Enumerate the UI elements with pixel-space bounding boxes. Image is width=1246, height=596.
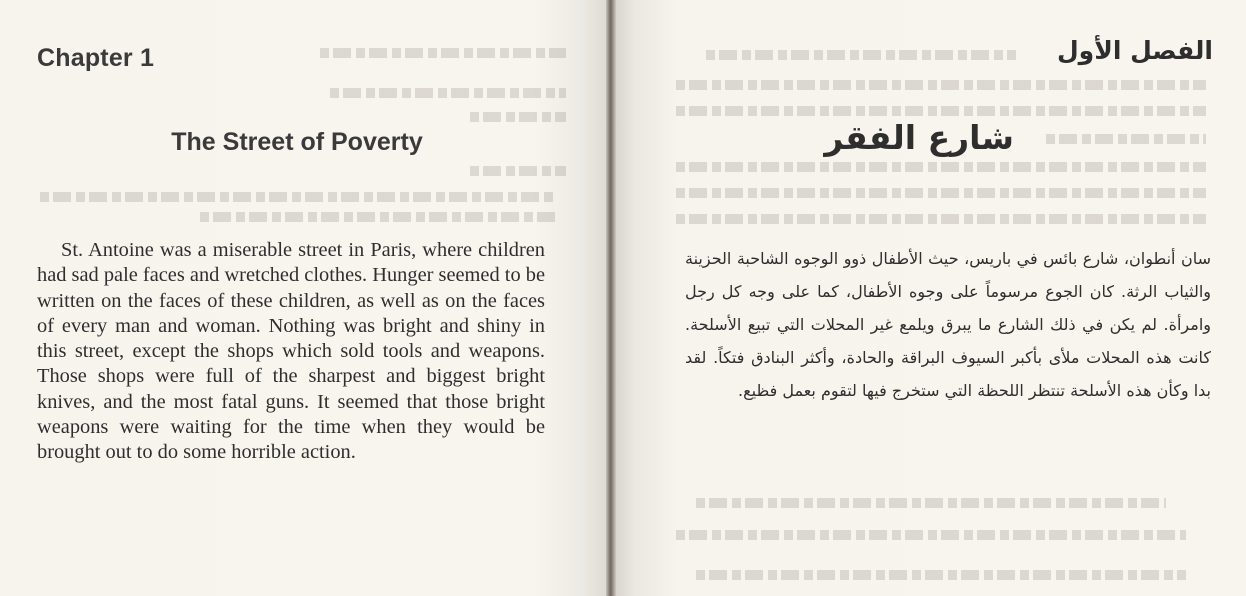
show-through-text	[696, 570, 1186, 580]
show-through-text	[330, 88, 566, 98]
show-through-text	[706, 50, 1016, 60]
arabic-chapter-title: شارع الفقر	[824, 118, 1014, 157]
book-gutter	[606, 0, 616, 596]
arabic-paragraph: سان أنطوان، شارع بائس في باريس، حيث الأطفال ذوو الوجوه الشاحبة الحزينة والثياب الرثة. كان الجوع مرسوماً على وجوه الأطفال، كما على وجه كل رجل وامرأة. لم يكن في ذلك الشارع ما يبرق ويلمع غير المحلات التي تبيع الأسلحة. كانت هذه المحلات ملأى بأكبر السيوف البراقة والحادة، وأكثر البنادق فتكاً. لقد بدا وكأن هذه الأسلحة تنتظر اللحظة التي ستخرج فيها لتقوم بعمل فظيع.	[685, 249, 1211, 400]
show-through-text	[200, 212, 556, 222]
show-through-text	[676, 106, 1206, 116]
show-through-text	[676, 214, 1206, 224]
show-through-text	[470, 166, 566, 176]
english-paragraph-text: St. Antoine was a miserable street in Paris, where children had sad pale faces and wretched clothes. Hunger seemed to be written on the faces of these children, as well as on the faces of every man and woman. Nothing was bright and shiny in this street, except the shops which sold tools and weapons. Those shops were full of the sharpest and biggest bright knives, and the most fatal guns. It seemed that those bright weapons were waiting for the time when they would be brought out to do some horrible action.	[37, 239, 545, 464]
show-through-text	[676, 530, 1186, 540]
show-through-text	[1046, 134, 1206, 144]
english-paragraph	[37, 238, 545, 466]
arabic-chapter-label: الفصل الأول	[1056, 36, 1213, 65]
show-through-text	[676, 162, 1206, 172]
show-through-text	[320, 48, 566, 58]
chapter-title: The Street of Poverty	[171, 128, 423, 156]
show-through-text	[40, 192, 556, 202]
show-through-text	[676, 188, 1206, 198]
right-page	[616, 0, 1246, 596]
chapter-label: Chapter 1	[37, 44, 155, 72]
show-through-text	[696, 498, 1166, 508]
show-through-text	[470, 112, 566, 122]
show-through-text	[676, 80, 1206, 90]
left-page	[0, 0, 606, 596]
